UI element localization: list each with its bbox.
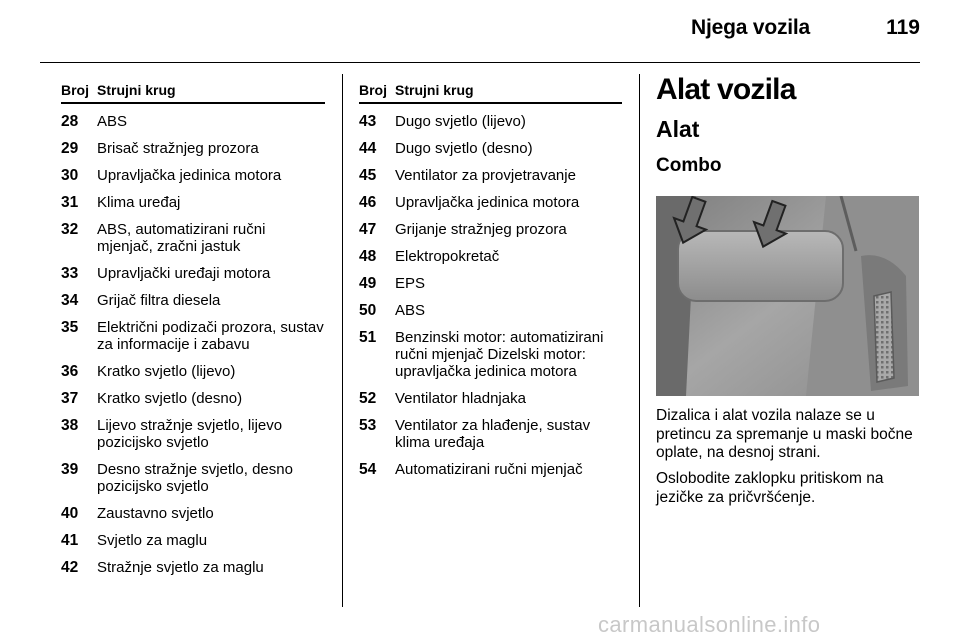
fuse-number: 43 bbox=[359, 113, 377, 130]
fuse-circuit: ABS bbox=[395, 302, 426, 319]
fuse-number: 51 bbox=[359, 329, 377, 346]
table-row bbox=[359, 461, 622, 478]
fuse-number: 38 bbox=[61, 417, 79, 434]
table-header bbox=[61, 82, 325, 104]
fuse-circuit: Upravljački uređaji motora bbox=[97, 265, 271, 282]
tools-section bbox=[656, 74, 920, 177]
fuse-circuit: Svjetlo za maglu bbox=[97, 532, 208, 549]
fuse-circuit: Upravljačka jedinica motora bbox=[395, 194, 580, 211]
fuse-circuit: Brisač stražnjeg prozora bbox=[97, 140, 259, 157]
fuse-circuit: Klima uređaj bbox=[97, 194, 181, 211]
table-row bbox=[359, 113, 622, 130]
fuse-circuit: ABS, automatizirani ručni mjenjač, zračni jastuk bbox=[97, 221, 266, 255]
watermark: carmanualsonline.info bbox=[598, 612, 821, 637]
table-row bbox=[359, 221, 622, 238]
fuse-number: 52 bbox=[359, 390, 377, 407]
table-row bbox=[61, 532, 325, 549]
fuse-number: 47 bbox=[359, 221, 377, 238]
table-row bbox=[359, 302, 622, 319]
fuse-number: 48 bbox=[359, 248, 377, 265]
table-row bbox=[61, 221, 325, 255]
column-divider-left bbox=[342, 74, 343, 607]
table-row bbox=[359, 417, 622, 451]
column-divider-right bbox=[639, 74, 640, 607]
fuse-circuit: Kratko svjetlo (desno) bbox=[97, 390, 243, 407]
fuse-number: 41 bbox=[61, 532, 79, 549]
table-row bbox=[61, 417, 325, 451]
table-row bbox=[61, 363, 325, 380]
header-rule bbox=[40, 62, 920, 63]
cargo-panel-illustration bbox=[656, 196, 919, 396]
fuse-number: 50 bbox=[359, 302, 377, 319]
fuse-circuit: Zaustavno svjetlo bbox=[97, 505, 214, 522]
fuse-circuit: Stražnje svjetlo za maglu bbox=[97, 559, 264, 576]
table-row bbox=[61, 505, 325, 522]
fuse-circuit: Kratko svjetlo (lijevo) bbox=[97, 363, 236, 380]
fuse-number: 28 bbox=[61, 113, 79, 130]
column-header-circuit: Strujni krug bbox=[97, 82, 176, 98]
table-row bbox=[359, 140, 622, 157]
paragraph-release-cover: Oslobodite zaklopku pritiskom na jezičke za pričvršćenje. bbox=[656, 470, 884, 506]
fuse-number: 34 bbox=[61, 292, 79, 309]
fuse-number: 45 bbox=[359, 167, 377, 184]
table-header bbox=[359, 82, 622, 104]
column-header-number: Broj bbox=[359, 82, 387, 98]
column-header-number: Broj bbox=[61, 82, 89, 98]
header-title: Njega vozila bbox=[691, 16, 810, 39]
table-row bbox=[61, 319, 325, 353]
fuse-circuit: Automatizirani ručni mjenjač bbox=[395, 461, 583, 478]
fuse-number: 54 bbox=[359, 461, 377, 478]
fuse-number: 44 bbox=[359, 140, 377, 157]
fuse-table-left bbox=[61, 82, 325, 576]
table-row bbox=[359, 248, 622, 265]
fuse-circuit: Upravljačka jedinica motora bbox=[97, 167, 282, 184]
table-row bbox=[359, 167, 622, 184]
fuse-number: 46 bbox=[359, 194, 377, 211]
fuse-circuit: Ventilator za hlađenje, sustav klima uređaja bbox=[395, 417, 591, 451]
fuse-circuit: EPS bbox=[395, 275, 426, 292]
table-row bbox=[61, 292, 325, 309]
fuse-circuit: Lijevo stražnje svjetlo, lijevo pozicijsko svjetlo bbox=[97, 417, 283, 451]
fuse-number: 39 bbox=[61, 461, 79, 478]
fuse-number: 33 bbox=[61, 265, 79, 282]
fuse-circuit: Dugo svjetlo (lijevo) bbox=[395, 113, 526, 130]
section-title: Alat vozila bbox=[656, 73, 796, 106]
subsection-title: Alat bbox=[656, 116, 700, 142]
table-row bbox=[61, 167, 325, 184]
fuse-number: 30 bbox=[61, 167, 79, 184]
fuse-circuit: Grijač filtra diesela bbox=[97, 292, 221, 309]
fuse-circuit: Elektropokretač bbox=[395, 248, 500, 265]
fuse-circuit: Grijanje stražnjeg prozora bbox=[395, 221, 567, 238]
table-row bbox=[61, 194, 325, 211]
column-header-circuit: Strujni krug bbox=[395, 82, 474, 98]
table-row bbox=[359, 275, 622, 292]
fuse-number: 35 bbox=[61, 319, 79, 336]
cargo-panel-photo bbox=[656, 196, 919, 396]
table-row bbox=[61, 265, 325, 282]
fuse-circuit: Benzinski motor: automatizirani ručni mjenjač Dizelski motor: upravljačka jedinica motora bbox=[395, 329, 604, 380]
fuse-circuit: ABS bbox=[97, 113, 128, 130]
table-row bbox=[359, 329, 622, 380]
paragraph-jack-location: Dizalica i alat vozila nalaze se u pretincu za spremanje u maski bočne oplate, na desnoj strani. bbox=[656, 407, 913, 461]
fuse-number: 32 bbox=[61, 221, 79, 238]
fuse-table-right bbox=[359, 82, 622, 478]
fuse-circuit: Desno stražnje svjetlo, desno pozicijsko svjetlo bbox=[97, 461, 293, 495]
fuse-circuit: Električni podizači prozora, sustav za informacije i zabavu bbox=[97, 319, 324, 353]
table-row bbox=[61, 559, 325, 576]
fuse-number: 29 bbox=[61, 140, 79, 157]
table-row bbox=[359, 390, 622, 407]
fuse-number: 42 bbox=[61, 559, 79, 576]
table-row bbox=[61, 461, 325, 495]
table-row bbox=[61, 113, 325, 130]
page-number: 119 bbox=[886, 16, 920, 39]
fuse-circuit: Ventilator za provjetravanje bbox=[395, 167, 576, 184]
fuse-number: 37 bbox=[61, 390, 79, 407]
table-row bbox=[61, 390, 325, 407]
model-title: Combo bbox=[656, 155, 722, 176]
fuse-number: 49 bbox=[359, 275, 377, 292]
fuse-number: 36 bbox=[61, 363, 79, 380]
fuse-number: 40 bbox=[61, 505, 79, 522]
table-row bbox=[359, 194, 622, 211]
fuse-number: 31 bbox=[61, 194, 79, 211]
fuse-circuit: Dugo svjetlo (desno) bbox=[395, 140, 533, 157]
fuse-circuit: Ventilator hladnjaka bbox=[395, 390, 526, 407]
fuse-number: 53 bbox=[359, 417, 377, 434]
table-row bbox=[61, 140, 325, 157]
